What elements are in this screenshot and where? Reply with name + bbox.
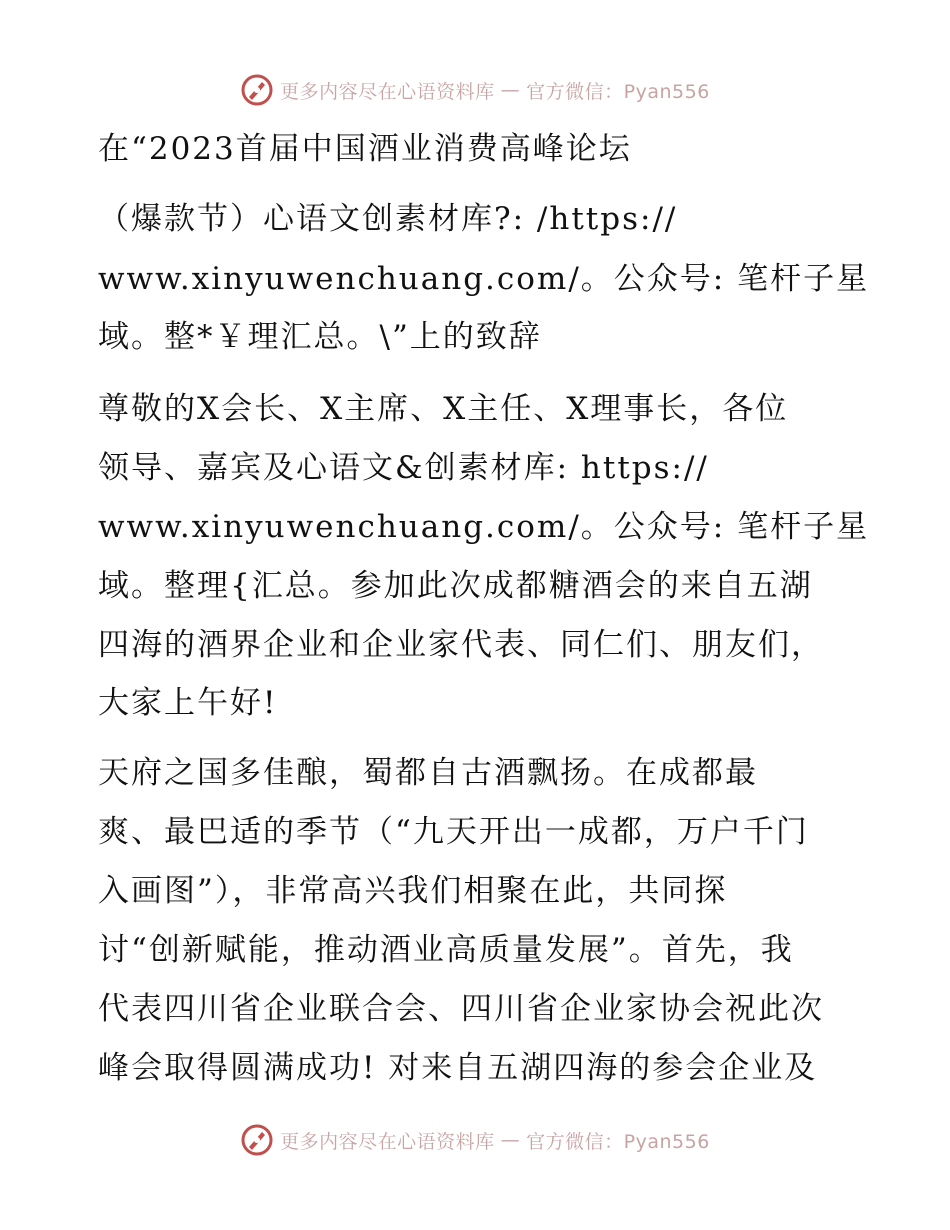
text-line: 峰会取得圆满成功! 对来自五湖四海的参会企业及 [98, 1050, 818, 1086]
text-line: 在“2023首届中国酒业消费高峰论坛 [98, 131, 632, 167]
text-line: 大家上午好! [98, 685, 278, 721]
banner-text: 更多内容尽在心语资料库 [280, 80, 495, 103]
banner-separator: — [500, 79, 521, 101]
text-line: 入画图”），非常高兴我们相聚在此，共同探 [98, 873, 728, 909]
text-line: www.xinyuwenchuang.com/。公众号: 笔杆子星 [98, 261, 870, 297]
banner-separator: — [500, 1129, 521, 1151]
text-line: 爽、最巴适的季节（“九天开出一成都，万户千门 [98, 814, 809, 850]
header-banner [0, 70, 950, 110]
footer-banner [0, 1120, 950, 1160]
text-line: 代表四川省企业联合会、四川省企业家协会祝此次 [98, 991, 824, 1027]
pen-logo-icon [240, 1123, 274, 1157]
text-line: 领导、嘉宾及心语文&创素材库: https:// [98, 450, 709, 486]
text-line: 域。整理{汇总。参加此次成都糖酒会的来自五湖 [98, 568, 813, 604]
banner-suffix: 官方微信：Pyan556 [526, 1130, 710, 1153]
banner-text: 更多内容尽在心语资料库 [280, 1130, 495, 1153]
pen-logo-icon [240, 73, 274, 107]
text-line: 讨“创新赋能，推动酒业高质量发展”。首先，我 [98, 932, 794, 968]
text-line: www.xinyuwenchuang.com/。公众号: 笔杆子星 [98, 509, 870, 545]
text-line: 天府之国多佳酿，蜀都自古酒飘扬。在成都最 [98, 755, 758, 791]
text-line: （爆款节）心语文创素材库?: /https:// [98, 201, 678, 237]
text-line: 域。整*￥理汇总。\”上的致辞 [98, 319, 542, 355]
banner-suffix: 官方微信：Pyan556 [526, 80, 710, 103]
text-line: 四海的酒界企业和企业家代表、同仁们、朋友们， [98, 627, 824, 663]
text-line: 尊敬的X会长、X主席、X主任、X理事长，各位 [98, 391, 789, 427]
